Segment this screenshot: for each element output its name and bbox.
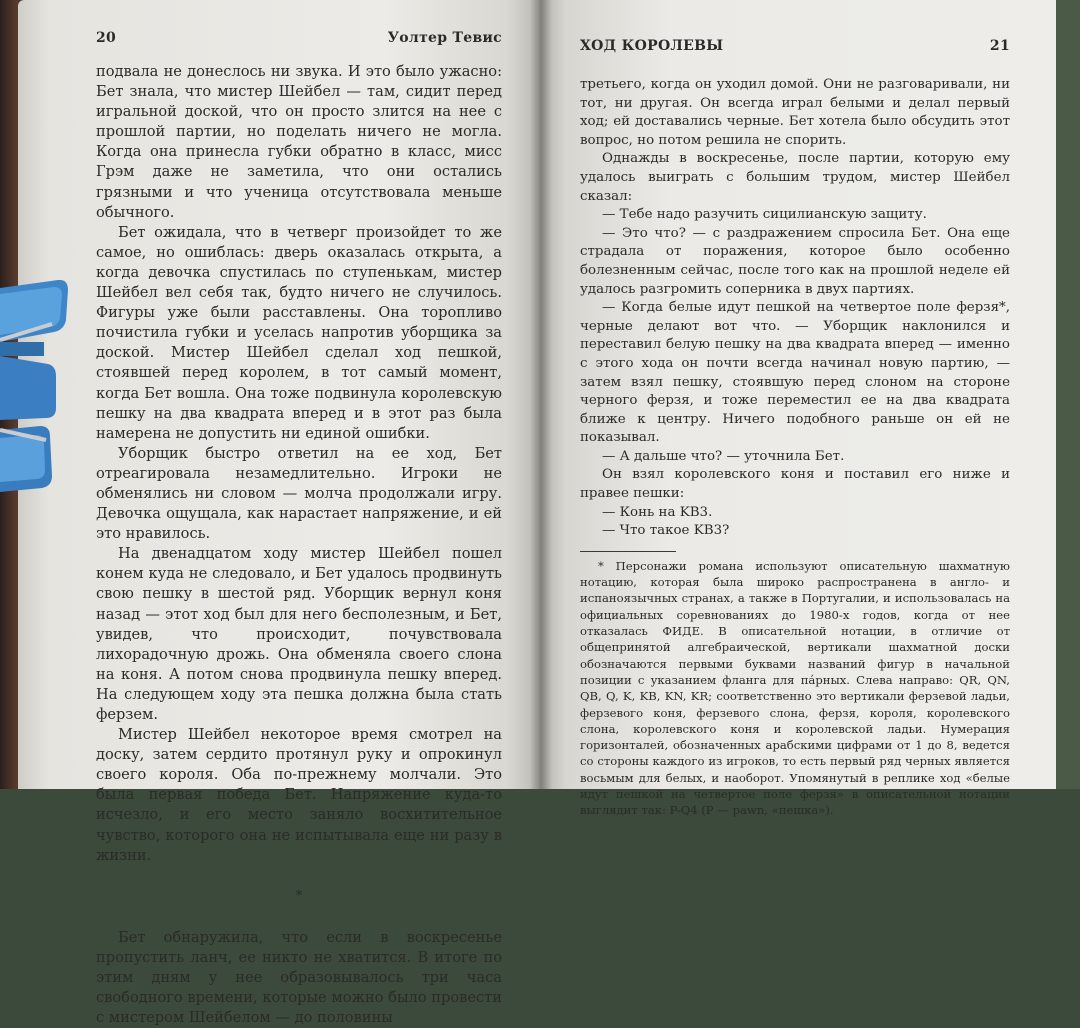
dialogue-line: — А дальше что? — уточнила Бет.: [602, 448, 845, 464]
footnote-text: * Персонажи романа используют описательную шахматную нотацию, которая была широко распространена в англо- и испаноязычных странах, а также в Португалии, и использовалась на официальных соревнованиях до 1980-х годов, когда от нее отказалась ФИДЕ. В описательной нотации, в отличие от общепринятой алгебраической, вертикали шахматной доски обозначаются первыми буквами названий фигур в начальной позиции с указанием фланга для пáрных. Слева направо: QR, QN, QB, Q, K, KB, KN, KR; соответственно это вертикали ферзевой ладьи, ферзевого коня, ферзевого слона, ферзя, короля, королевского слона, королевского коня и королевской ладьи. Нумерация горизонталей, обозначенных арабскими цифрами от 1 до 8, ведется со стороны каждого из игроков, то есть первый ряд черных является восьмым для белых, и наоборот. Упомянутый в реплике ход «белые идут пешкой на четвертое поле ферзя» в описательной нотации выглядит так: P-Q4 (P — pawn, «пешка»).: [580, 558, 1010, 818]
right-page-body: [580, 76, 1010, 541]
footnote-rule: [580, 551, 676, 552]
footnote: [580, 558, 1010, 819]
right-page: [540, 0, 1056, 818]
dialogue-line: — Это что? — с раздражением спросила Бет. Она еще страдала от поражения, которое было особенно болезненным сейчас, после того как на прошлой неделе ей удалось разгромить соперника в двух партиях.: [580, 225, 1010, 297]
paragraph: подвала не донеслось ни звука. И это было ужасно: Бет знала, что мистер Шейбел — там, сидит перед игральной доской, что он просто злится на нее с прошлой партии, но поделать ничего не могла. Когда она принесла губки обратно в класс, мисс Грэм даже не заметила, что они остались грязными и что ученица отсутствовала меньше обычного.: [96, 63, 502, 221]
paragraph: третьего, когда он уходил домой. Они не разговаривали, ни тот, ни другая. Он всегда играл белыми и делал первый ход; ей доставались черные. Бет хотела было обсудить этот вопрос, но потом решила не спорить.: [580, 77, 1010, 148]
book-gutter-shadow: [530, 0, 552, 789]
paragraph: Мистер Шейбел некоторое время смотрел на доску, затем сердито протянул руку и опрокинул своего короля. Оба по-прежнему молчали. Это была первая победа Бет. Напряжение куда-то исчезло, и его место заняло восхитительное чувство, которого она не испытывала еще ни разу в жизни.: [96, 726, 502, 864]
left-page-body: [96, 62, 502, 1028]
paragraph: Бет обнаружила, что если в воскресенье пропустить ланч, ее никто не хватится. В итоге по этим дням у нее образовывалось три часа свободного времени, которые можно было провести с мистером Шейбелом — до половины: [96, 928, 502, 1027]
dialogue-line: — Что такое KB3?: [602, 523, 730, 539]
paragraph: Он взял королевского коня и поставил его ниже и правее пешки:: [580, 467, 1010, 502]
right-running-head: ХОД КОРОЛЕВЫ: [580, 38, 724, 54]
background-surface: [1056, 0, 1080, 789]
left-running-head: Уолтер Тевис: [387, 30, 502, 46]
paragraph: Уборщик быстро ответил на ее ход, Бет отреагировала незамедлительно. Игроки не обменялись ни словом — молча продолжали игру. Девочка ощущала, как нарастает напряжение, и ей это нравилось.: [96, 444, 502, 543]
right-page-header: [580, 38, 1010, 54]
dialogue-line: — Конь на KB3.: [602, 504, 713, 520]
paragraph: На двенадцатом ходу мистер Шейбел пошел конем куда не следовало, и Бет удалось продвинуть свою пешку в шестой ряд. Уборщик вернул коня назад — этот ход был для него бесполезным, и Бет, увидев, что происходит, почувствовала лихорадочную дрожь. Она обменяла своего слона на коня. А потом снова продвинула пешку вперед. На следующем ходу эта пешка должна была стать ферзем.: [96, 545, 502, 723]
left-page-number: 20: [96, 30, 117, 46]
right-page-number: 21: [989, 38, 1010, 54]
section-break-asterism: *: [295, 887, 303, 904]
left-page-header: [96, 30, 502, 46]
dialogue-line: — Когда белые идут пешкой на четвертое поле ферзя*, черные делают вот что. — Уборщик наклонился и переставил белую пешку на два квадрата вперед — именно с этого хода он почти всегда начинал новую партию, — затем взял пешку, стоявшую перед слоном на стороне черного ферзя, и тоже переместил ее на два квадрата ближе к центру. Ничего подобного раньше он ей не показывал.: [580, 300, 1010, 446]
dialogue-line: — Тебе надо разучить сицилианскую защиту.: [602, 207, 927, 223]
paragraph: Бет ожидала, что в четверг произойдет то же самое, но ошиблась: дверь оказалась открыта, а когда девочка спустилась по ступенькам, мистер Шейбел вел себя так, будто ничего не случилось. Фигуры уже были расставлены. Она торопливо почистила губки и уселась напротив уборщика за доской. Мистер Шейбел сделал ход пешкой, стоявшей перед королем, в тот самый момент, когда Бет вошла. Она тоже подвинула королевскую пешку на два квадрата вперед и в этот раз была намерена не допустить ни единой ошибки.: [96, 223, 502, 442]
left-page: [18, 0, 540, 1027]
paragraph: Однажды в воскресенье, после партии, которую ему удалось выиграть с большим трудом, мистер Шейбел сказал:: [580, 151, 1010, 204]
binder-clip-icon: [0, 280, 72, 500]
